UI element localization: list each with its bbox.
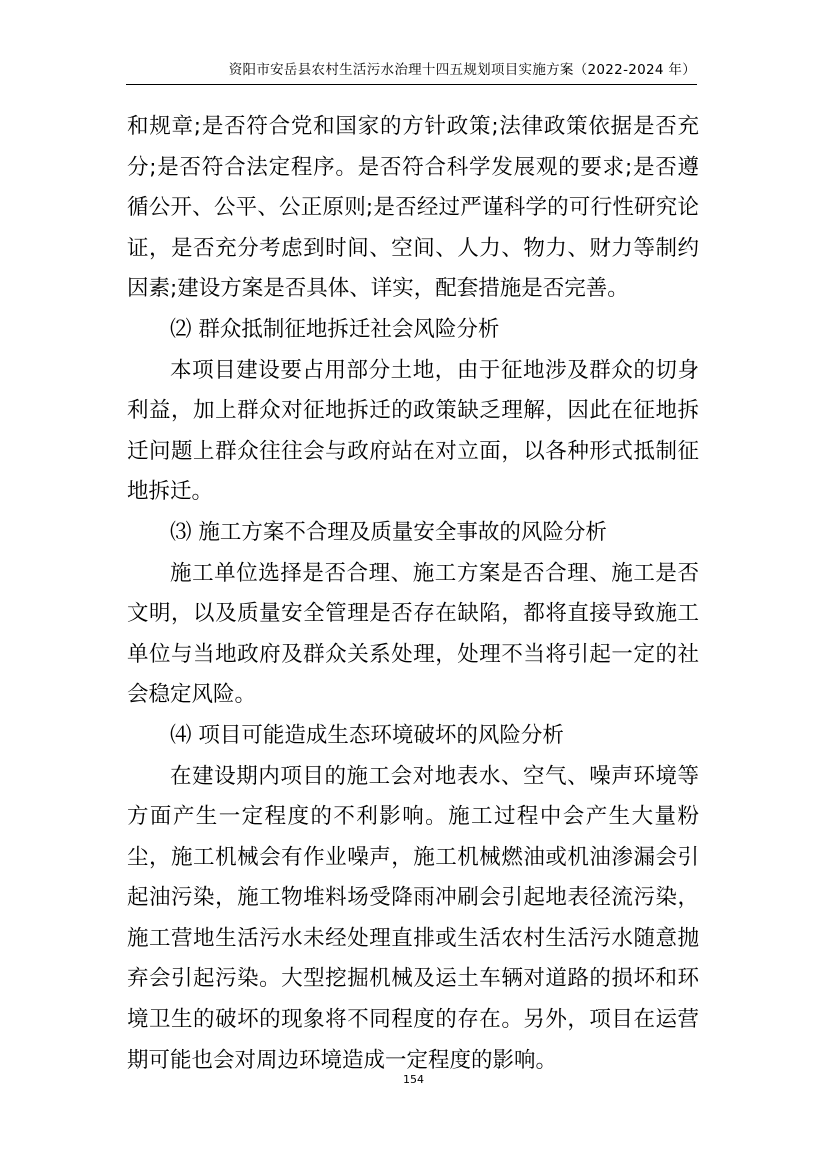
section-heading-2: ⑵ 群众抵制征地拆迁社会风险分析 [170,316,500,342]
document-body [127,107,699,1081]
paragraph-environment: 在建设期内项目的施工会对地表水、空气、噪声环境等方面产生一定程度的不利影响。施工过程中会产生大量粉尘，施工机械会有作业噪声，施工机械燃油或机油渗漏会引起油污染，施工物堆料场受降雨冲刷会引起地表径流污染，施工营地生活污水未经处理直排或生活农村生活污水随意抛弃会引起污染。大型挖掘机械及运土车辆对道路的损坏和环境卫生的破坏的现象将不同程度的存在。另外，项目在运营期可能也会对周边环境造成一定程度的影响。 [127,763,699,1073]
running-header: 资阳市安岳县农村生活污水治理十四五规划项目实施方案（2022-2024 年） [228,62,696,78]
page-number: 154 [403,1073,424,1086]
section-heading-4: ⑷ 项目可能造成生态环境破坏的风险分析 [170,722,564,748]
paragraph-land-acquisition: 本项目建设要占用部分土地，由于征地涉及群众的切身利益，加上群众对征地拆迁的政策缺乏理解，因此在征地拆迁问题上群众往往会与政府站在对立面，以各种形式抵制征地拆迁。 [127,357,699,505]
section-heading-3: ⑶ 施工方案不合理及质量安全事故的风险分析 [170,519,607,545]
header-rule [126,84,697,85]
paragraph-policy-review: 和规章;是否符合党和国家的方针政策;法律政策依据是否充分;是否符合法定程序。是否符合科学发展观的要求;是否遵循公开、公平、公正原则;是否经过严谨科学的可行性研究论证，是否充分考虑到时间、空间、人力、物力、财力等制约因素;建设方案是否具体、详实，配套措施是否完善。 [127,114,699,302]
paragraph-construction-plan: 施工单位选择是否合理、施工方案是否合理、施工是否文明，以及质量安全管理是否存在缺陷，都将直接导致施工单位与当地政府及群众关系处理，处理不当将引起一定的社会稳定风险。 [127,560,699,708]
